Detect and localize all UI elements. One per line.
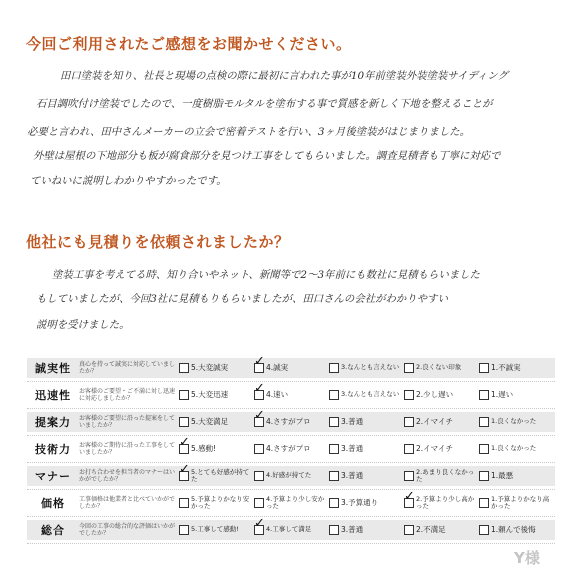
- rating-row: [27, 382, 555, 409]
- rating-category: 誠実性: [35, 362, 71, 375]
- rating-option-label: 2.イマイチ: [416, 417, 454, 426]
- checkbox[interactable]: [479, 498, 489, 508]
- rating-option[interactable]: [179, 390, 254, 400]
- rating-option-label: 1.予算よりかなり高かった: [491, 494, 550, 510]
- rating-question: 工事価格は他業者と比べていかがでしたか？: [79, 495, 176, 510]
- rating-option-label: 1.良くなかった: [491, 417, 537, 426]
- checkbox[interactable]: [254, 498, 264, 508]
- checkbox[interactable]: [404, 390, 414, 400]
- checkmark-icon: ✓: [179, 462, 190, 477]
- rating-option-label: 3.なんとも言えない: [341, 363, 400, 372]
- rating-option-label: 1.最悪: [491, 471, 514, 480]
- checkbox[interactable]: [329, 417, 339, 427]
- checkbox[interactable]: [479, 363, 489, 373]
- rating-category: マナー: [35, 470, 71, 483]
- checkbox[interactable]: [479, 525, 489, 535]
- rating-option[interactable]: [179, 496, 254, 511]
- rating-option-label: 2.不満足: [416, 525, 446, 534]
- rating-option[interactable]: [179, 363, 254, 373]
- rating-option[interactable]: [254, 496, 329, 511]
- checkbox[interactable]: [254, 516, 265, 535]
- rating-option[interactable]: [329, 363, 404, 373]
- checkbox[interactable]: [329, 498, 339, 508]
- rating-option[interactable]: [329, 525, 404, 535]
- rating-option-label: 1.遅い: [491, 390, 514, 399]
- checkbox[interactable]: [479, 417, 489, 427]
- rating-option-label: 3.普通: [341, 471, 364, 480]
- rating-category: 提案力: [35, 416, 71, 429]
- answer-2-line-2: もしていましたが、今回3社に見積もりもらいましたが、田口さんの会社がわかりやすい: [36, 293, 448, 305]
- checkbox[interactable]: [254, 408, 265, 427]
- rating-option-label: 5.予算よりかなり安かった: [191, 494, 250, 510]
- rating-option-label: 3.普通: [341, 417, 364, 426]
- rating-row: [27, 490, 555, 517]
- rating-option[interactable]: [254, 516, 329, 535]
- checkbox[interactable]: [254, 381, 265, 400]
- answer-1-line-5: ていねいに説明しわかりやすかったです。: [30, 175, 227, 187]
- rating-row: [27, 463, 555, 490]
- checkmark-icon: ✓: [404, 489, 415, 504]
- rating-option[interactable]: [404, 417, 479, 427]
- rating-option[interactable]: [479, 471, 554, 481]
- checkmark-icon: ✓: [254, 408, 265, 423]
- rating-option-label: 4.予算より少し安かった: [266, 494, 325, 510]
- checkbox[interactable]: [329, 525, 339, 535]
- checkmark-icon: ✓: [254, 381, 265, 396]
- rating-option-label: 3.予算通り: [341, 498, 379, 507]
- answer-1-line-2: 石目調吹付け塗装でしたので、一度樹脂モルタルを塗布する事で質感を新しく下地を整えることが: [36, 98, 493, 110]
- checkmark-icon: ✓: [254, 516, 265, 531]
- rating-option-label: 4.さすがプロ: [266, 444, 311, 453]
- answer-1-line-4: 外壁は屋根の下地部分も板が腐食部分を見つけ工事をしてもらいました。調査見積者も丁寧に対応で: [33, 150, 501, 162]
- checkbox[interactable]: [404, 525, 414, 535]
- question-2-title: 他社にも見積りを依頼されましたか？: [26, 233, 290, 251]
- checkmark-icon: ✓: [179, 435, 190, 450]
- rating-table: [27, 355, 555, 544]
- checkbox[interactable]: [329, 444, 339, 454]
- rating-option[interactable]: [329, 390, 404, 400]
- rating-option[interactable]: [479, 496, 554, 511]
- rating-option[interactable]: [329, 471, 404, 481]
- rating-option-label: 1.不誠実: [491, 363, 521, 372]
- checkbox[interactable]: [179, 498, 189, 508]
- rating-option-label: 4.好感が持てた: [266, 471, 312, 480]
- rating-option-label: 4.速い: [266, 390, 289, 399]
- rating-option-label: 3.なんとも言えない: [341, 390, 400, 399]
- rating-option[interactable]: [479, 363, 554, 373]
- question-1-title: 今回ご利用されたご感想をお聞かせください。: [26, 35, 352, 53]
- rating-question: お客様のご要望に沿った提案をしていましたか？: [79, 414, 176, 429]
- rating-option[interactable]: [179, 417, 254, 427]
- rating-question: お客様のご要望・ご不満に対し迅速に対応しましたか？: [79, 387, 176, 402]
- rating-row: [27, 436, 555, 463]
- rating-option[interactable]: [254, 354, 329, 373]
- answer-2-line-3: 説明を受けました。: [36, 319, 130, 331]
- rating-option-label: 5.大変迅速: [191, 390, 229, 399]
- checkbox[interactable]: [479, 390, 489, 400]
- checkbox[interactable]: [254, 354, 265, 373]
- rating-option-label: 5.大変誠実: [191, 363, 229, 372]
- checkbox[interactable]: [179, 390, 189, 400]
- rating-option-label: 3.普通: [341, 525, 364, 534]
- answer-1-line-1: 田口塗装を知り、社長と現場の点検の際に最初に言われた事が10年前塗装外装塗装サイディング: [60, 70, 508, 82]
- rating-category: 技術力: [35, 443, 71, 456]
- rating-question: 今回の工事の総合的な評価はいかがでしたか？: [79, 522, 176, 537]
- rating-option-label: 1.頼んで後悔: [491, 525, 536, 534]
- checkbox[interactable]: [179, 435, 190, 454]
- rating-option[interactable]: [404, 390, 479, 400]
- rating-option[interactable]: [404, 489, 479, 511]
- rating-question: お打ち合わせを担当者のマナーはいかがでしたか？: [79, 468, 176, 483]
- rating-option[interactable]: [479, 525, 554, 535]
- rating-option-label: 2.少し遅い: [416, 390, 454, 399]
- rating-option[interactable]: [329, 498, 404, 508]
- rating-option-label: 5.大変満足: [191, 417, 229, 426]
- checkbox[interactable]: [479, 471, 489, 481]
- rating-option[interactable]: [179, 525, 254, 535]
- rating-option[interactable]: [479, 390, 554, 400]
- answer-2-line-1: 塗装工事を考えてる時、知り合いやネット、新聞等で2〜3年前にも数社に見積もらいました: [52, 269, 480, 281]
- rating-row: [27, 409, 555, 436]
- rating-option[interactable]: [254, 444, 329, 454]
- checkbox[interactable]: [404, 363, 414, 373]
- rating-option[interactable]: [254, 381, 329, 400]
- rating-option-label: 2.あまり良くなかった: [416, 467, 475, 483]
- rating-option-label: 4.工事して満足: [266, 525, 312, 534]
- checkbox[interactable]: [329, 363, 339, 373]
- checkbox[interactable]: [179, 525, 189, 535]
- rating-option[interactable]: [254, 471, 329, 481]
- rating-option[interactable]: [179, 435, 254, 454]
- rating-question: お客様のご期待に沿った工事をしていましたか？: [79, 441, 176, 456]
- checkbox[interactable]: [404, 471, 414, 481]
- customer-signature: Y様: [514, 549, 540, 567]
- rating-option[interactable]: [254, 408, 329, 427]
- checkbox[interactable]: [404, 417, 414, 427]
- rating-option[interactable]: [329, 444, 404, 454]
- rating-option-label: 2.良くない印象: [416, 363, 462, 372]
- rating-option[interactable]: [404, 469, 479, 484]
- checkbox[interactable]: [329, 471, 339, 481]
- rating-option[interactable]: [329, 417, 404, 427]
- rating-category: 価格: [41, 497, 65, 510]
- rating-row: [27, 517, 555, 544]
- rating-option[interactable]: [479, 444, 554, 454]
- rating-category: 迅速性: [35, 389, 71, 402]
- answer-1-line-3: 必要と言われ、田中さんメーカーの立会で密着テストを行い、3ヶ月後塗装がはじまりました。: [27, 126, 471, 138]
- rating-option-label: 4.さすがプロ: [266, 417, 311, 426]
- rating-option[interactable]: [479, 417, 554, 427]
- rating-row: [27, 355, 555, 382]
- checkmark-icon: ✓: [254, 354, 265, 369]
- checkbox[interactable]: [179, 462, 190, 481]
- checkbox[interactable]: [404, 489, 415, 508]
- checkbox[interactable]: [329, 390, 339, 400]
- rating-option-label: 2.予算より少し高かった: [416, 494, 475, 510]
- rating-option[interactable]: [179, 462, 254, 484]
- rating-category: 総合: [41, 524, 65, 537]
- rating-option[interactable]: [404, 525, 479, 535]
- rating-option-label: 5.とても好感が持てた: [191, 467, 250, 483]
- rating-option-label: 1.良くなかった: [491, 444, 537, 453]
- rating-option-label: 4.誠実: [266, 363, 289, 372]
- rating-option[interactable]: [404, 444, 479, 454]
- checkbox[interactable]: [179, 363, 189, 373]
- rating-option-label: 5.感動!: [191, 444, 217, 453]
- checkbox[interactable]: [254, 471, 264, 481]
- checkbox[interactable]: [404, 444, 414, 454]
- checkbox[interactable]: [179, 417, 189, 427]
- rating-option-label: 2.イマイチ: [416, 444, 454, 453]
- checkbox[interactable]: [479, 444, 489, 454]
- checkbox[interactable]: [254, 444, 264, 454]
- rating-option-label: 3.普通: [341, 444, 364, 453]
- rating-option-label: 5.工事して感動!: [191, 525, 239, 534]
- rating-option[interactable]: [404, 363, 479, 373]
- rating-question: 真心を持って誠実に対応していましたか？: [79, 360, 176, 375]
